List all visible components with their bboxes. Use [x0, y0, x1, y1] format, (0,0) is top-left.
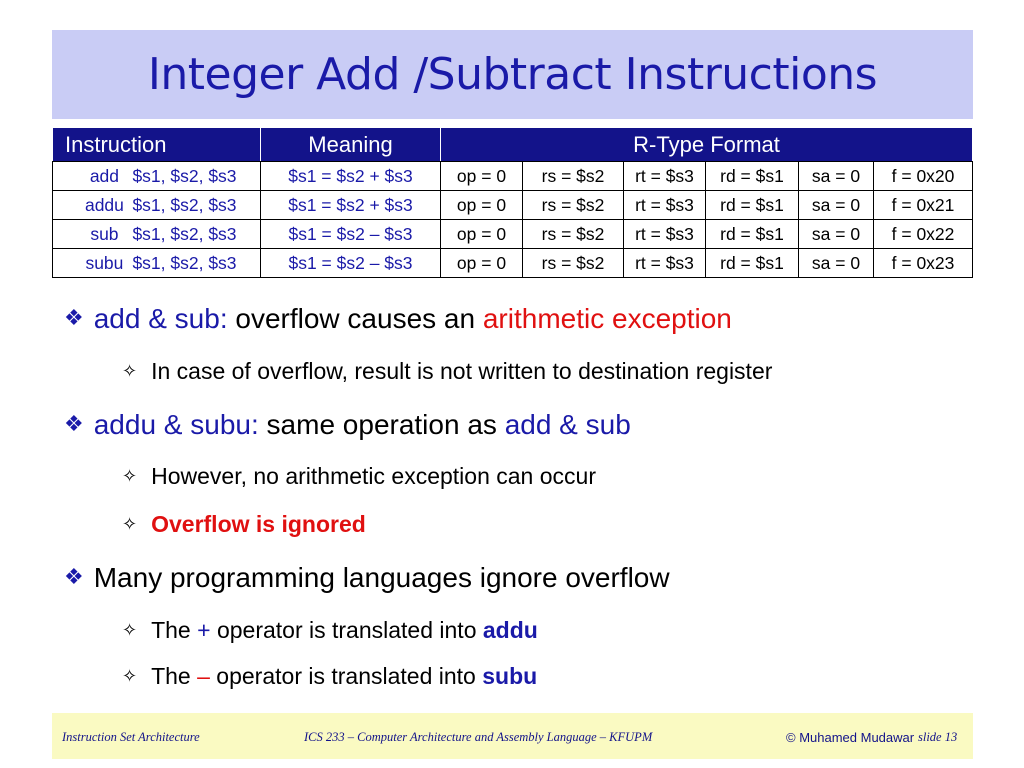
operator: –	[197, 663, 210, 689]
header-instruction: Instruction	[53, 128, 261, 162]
table-row	[53, 191, 973, 220]
rd-field: rd = $s1	[706, 191, 799, 220]
rs-field: rs = $s2	[523, 191, 624, 220]
bullet-text: same operation as	[258, 409, 505, 440]
mnemonic: add	[89, 165, 120, 186]
text-pre: The	[151, 617, 198, 643]
bullet-lead: addu & subu:	[93, 409, 259, 440]
funct-field: f = 0x22	[874, 220, 973, 249]
operands: $s1, $s2, $s3	[132, 165, 237, 186]
instruction-name: addu	[482, 617, 538, 643]
sub-bullet-text: In case of overflow, result is not written to destination register	[151, 358, 773, 384]
bullet-text: Many programming languages ignore overflow	[93, 562, 670, 593]
bullet-highlight: arithmetic exception	[482, 303, 732, 334]
instruction-name: subu	[482, 663, 538, 689]
text-mid: operator is translated into	[209, 663, 483, 689]
bullet-highlight: add & sub	[504, 409, 631, 440]
footer-author: © Muhamed Mudawar	[786, 730, 915, 745]
rt-field: rt = $s3	[624, 162, 706, 191]
diamond-bullet-icon: ❖	[64, 411, 84, 436]
rt-field: rt = $s3	[624, 220, 706, 249]
header-meaning: Meaning	[261, 128, 441, 162]
instruction-table	[52, 127, 973, 278]
meaning-cell: $s1 = $s2 – $s3	[261, 249, 441, 278]
mnemonic: subu	[85, 252, 124, 273]
rs-field: rs = $s2	[523, 220, 624, 249]
funct-field: f = 0x20	[874, 162, 973, 191]
rs-field: rs = $s2	[523, 162, 624, 191]
funct-field: f = 0x23	[874, 249, 973, 278]
table-row	[53, 162, 973, 191]
rt-field: rt = $s3	[624, 191, 706, 220]
footer-left: Instruction Set Architecture	[62, 730, 200, 744]
sub-bullet-overflow-result	[122, 358, 772, 385]
meaning-cell: $s1 = $s2 + $s3	[261, 162, 441, 191]
sa-field: sa = 0	[799, 191, 874, 220]
operands: $s1, $s2, $s3	[132, 194, 237, 215]
rs-field: rs = $s2	[523, 249, 624, 278]
operands: $s1, $s2, $s3	[132, 223, 237, 244]
bullet-add-sub	[64, 303, 732, 335]
rt-field: rt = $s3	[624, 249, 706, 278]
text-pre: The	[151, 663, 198, 689]
rd-field: rd = $s1	[706, 220, 799, 249]
header-rtype-format: R-Type Format	[441, 128, 973, 162]
op-field: op = 0	[441, 249, 523, 278]
table-header-row	[53, 128, 973, 162]
bullet-lead: add & sub:	[93, 303, 228, 334]
funct-field: f = 0x21	[874, 191, 973, 220]
sa-field: sa = 0	[799, 249, 874, 278]
sub-bullet-text: Overflow is ignored	[151, 511, 366, 537]
mnemonic: sub	[90, 223, 119, 244]
instruction-cell	[53, 162, 261, 191]
title-banner	[52, 30, 973, 119]
bullet-text: overflow causes an	[227, 303, 483, 334]
footer-slide-number: slide 13	[918, 730, 958, 744]
bullet-addu-subu	[64, 409, 631, 441]
sa-field: sa = 0	[799, 162, 874, 191]
instruction-cell	[53, 249, 261, 278]
rd-field: rd = $s1	[706, 249, 799, 278]
op-field: op = 0	[441, 220, 523, 249]
star-bullet-icon: ✧	[122, 466, 138, 486]
bullet-languages	[64, 562, 670, 594]
slide-footer	[52, 713, 973, 759]
op-field: op = 0	[441, 162, 523, 191]
sub-bullet-text: However, no arithmetic exception can occur	[151, 463, 596, 489]
instruction-cell	[53, 220, 261, 249]
meaning-cell: $s1 = $s2 – $s3	[261, 220, 441, 249]
star-bullet-icon: ✧	[122, 514, 138, 534]
table-row	[53, 249, 973, 278]
table-row	[53, 220, 973, 249]
star-bullet-icon: ✧	[122, 361, 138, 381]
mnemonic: addu	[84, 194, 124, 215]
instruction-cell	[53, 191, 261, 220]
op-field: op = 0	[441, 191, 523, 220]
sub-bullet-no-exception	[122, 463, 596, 490]
star-bullet-icon: ✧	[122, 620, 138, 640]
sub-bullet-minus-operator	[122, 663, 537, 690]
sa-field: sa = 0	[799, 220, 874, 249]
operands: $s1, $s2, $s3	[132, 252, 237, 273]
star-bullet-icon: ✧	[122, 666, 138, 686]
footer-course: ICS 233 – Computer Architecture and Assembly Language – KFUPM	[304, 730, 653, 744]
meaning-cell: $s1 = $s2 + $s3	[261, 191, 441, 220]
diamond-bullet-icon: ❖	[64, 564, 84, 589]
diamond-bullet-icon: ❖	[64, 305, 84, 330]
text-mid: operator is translated into	[210, 617, 483, 643]
sub-bullet-plus-operator	[122, 617, 538, 644]
operator: +	[197, 617, 211, 643]
rd-field: rd = $s1	[706, 162, 799, 191]
sub-bullet-overflow-ignored	[122, 511, 366, 538]
slide-title: Integer Add /Subtract Instructions	[147, 49, 878, 100]
